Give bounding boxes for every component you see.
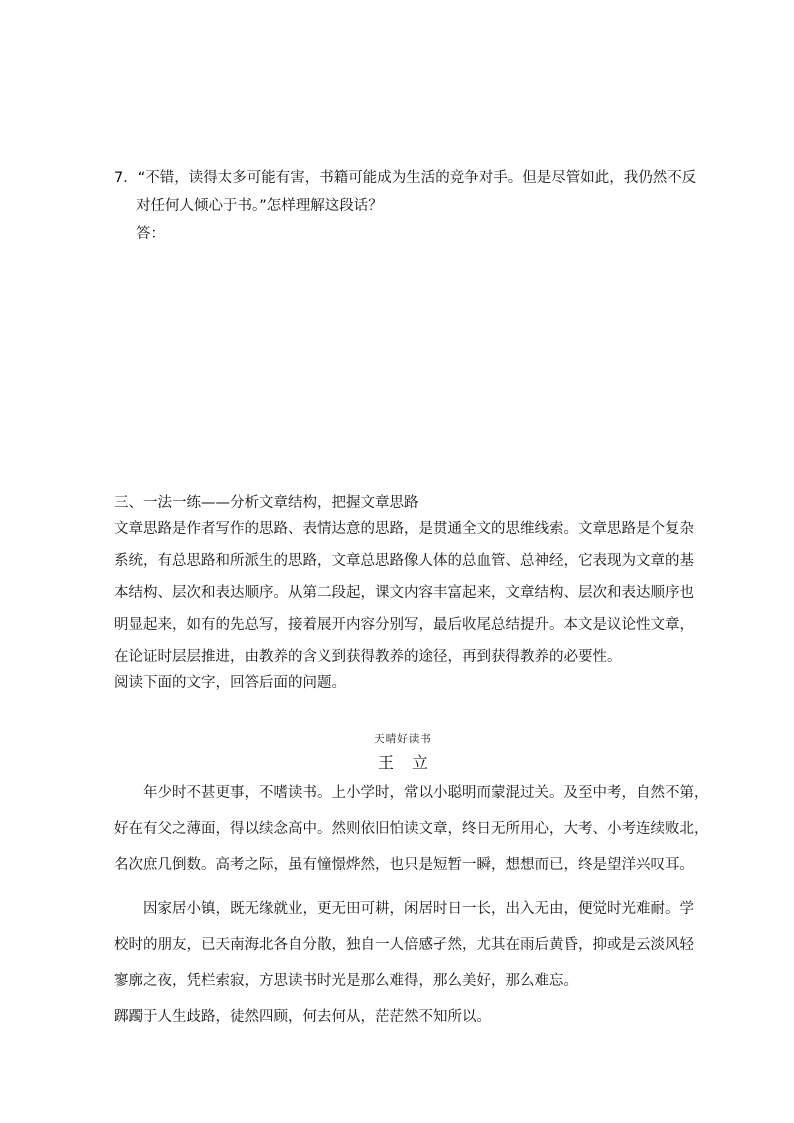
article-title: 天晴好读书: [374, 733, 432, 745]
paragraph-line: 在论证时层层推进，由教养的含义到获得教养的途径，再到获得教养的必要性。: [114, 649, 622, 665]
paragraph-line: 文章思路是作者写作的思路、表情达意的思路，是贯通全文的思维线索。文章思路是个复杂: [114, 521, 694, 537]
paragraph-line: 系统，有总思路和所派生的思路，文章总思路像人体的总血管、总神经，它表现为文章的基: [114, 553, 694, 569]
question-7-line-2: 对任何人倾心于书。”怎样理解这段话？: [136, 198, 383, 214]
paragraph-line: 本结构、层次和表达顺序。从第二段起，课文内容丰富起来，文章结构、层次和表达顺序也: [114, 585, 694, 601]
author-name: 王立: [377, 753, 446, 772]
paragraph-line: 好在有父之薄面，得以续念高中。然则依旧怕读文章，终日无所用心，大考、小考连续败北，: [114, 821, 709, 837]
section-3-heading: 三、一法一练——分析文章结构，把握文章思路: [114, 495, 419, 511]
paragraph-line: 明显起来，如有的先总写，接着展开内容分别写，最后收尾总结提升。本文是议论性文章，: [114, 617, 694, 633]
paragraph-line: 名次庶几倒数。高考之际，虽有憧憬烨然，也只是短暂一瞬，想想而已，终是望洋兴叹耳。: [114, 857, 694, 873]
section-3-paragraph: [114, 520, 692, 674]
article-author: [114, 753, 692, 783]
paragraph-line: 校时的朋友，已天南海北各自分散，独自一人倍感孑然，尤其在雨后黄昏，抑或是云淡风轻: [114, 937, 694, 953]
article-paragraph-3: [114, 1007, 692, 1043]
section-3: [114, 494, 692, 700]
article-paragraph-2: [114, 899, 692, 1007]
paragraph-line: 年少时不甚更事，不嗜读书。上小学时，常以小聪明而蒙混过关。及至中考，自然不第，: [143, 785, 709, 801]
paragraph-line: 踯躅于人生歧路，徒然四顾，何去何从，茫茫然不知所以。: [114, 1009, 491, 1025]
paragraph-line: 寥廓之夜，凭栏索寂，方思读书时光是那么难得，那么美好，那么难忘。: [114, 973, 578, 989]
reading-prompt: 阅读下面的文字，回答后面的问题。: [114, 675, 346, 691]
article: [114, 733, 709, 1043]
question-7-line-1: 7．“不错，读得太多可能有害，书籍可能成为生活的竞争对手。但是尽管如此，我仍然不反: [114, 170, 697, 186]
paragraph-line: 因家居小镇，既无缘就业，更无田可耕，闲居时日一长，出入无由，便觉时光难耐。学: [143, 901, 694, 917]
question-7: [114, 170, 697, 254]
answer-label: 答：: [136, 226, 165, 242]
article-paragraph-1: [114, 783, 709, 891]
